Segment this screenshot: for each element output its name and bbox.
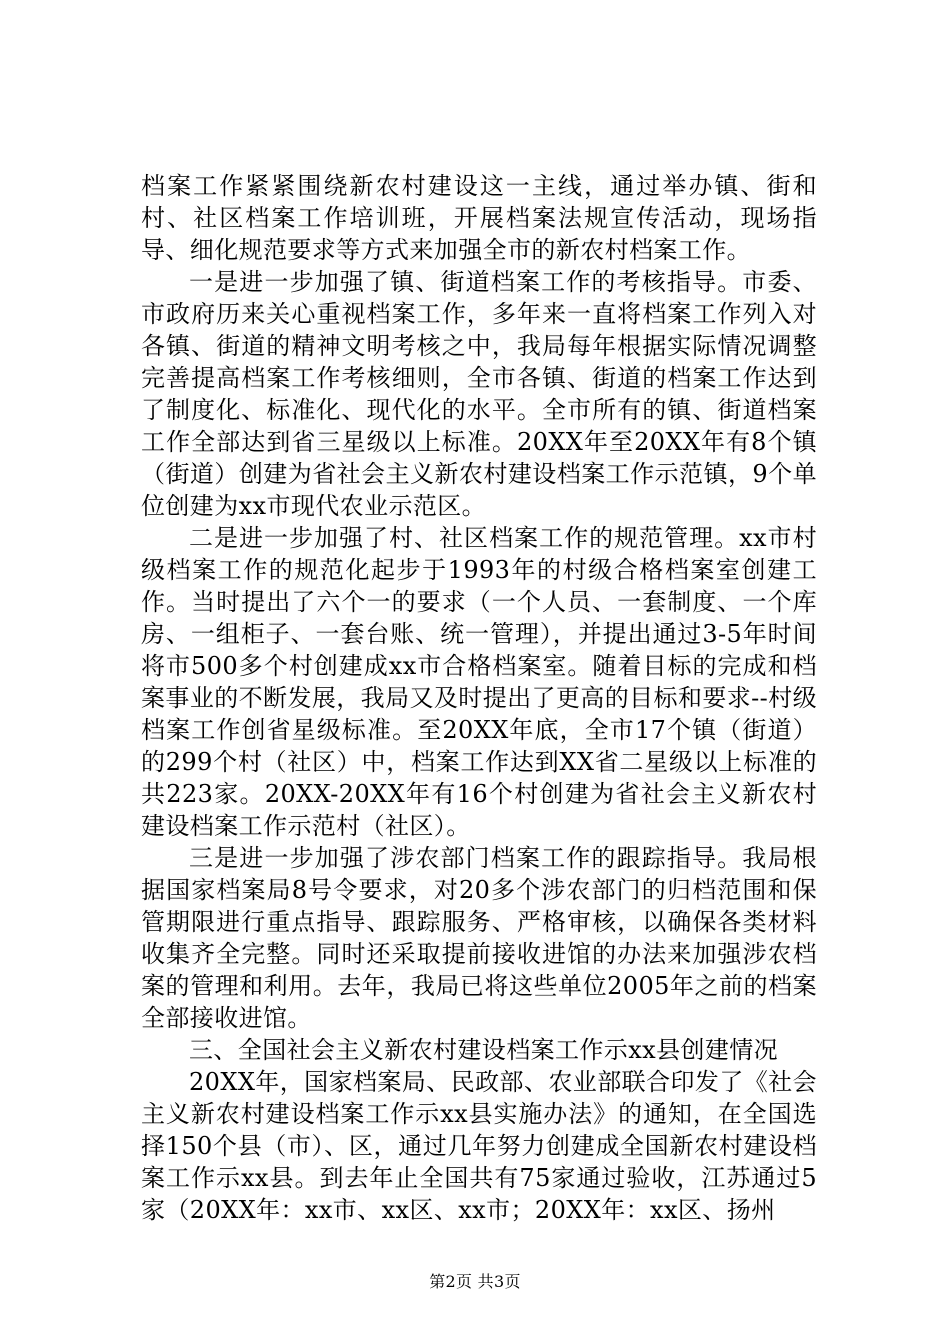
section-heading: 三、全国社会主义新农村建设档案工作示xx县创建情况 xyxy=(189,1036,779,1064)
document-body xyxy=(141,170,817,1226)
paragraph-2: 一是进一步加强了镇、街道档案工作的考核指导。市委、市政府历来关心重视档案工作，多年来一直将档案工作列入对各镇、街道的精神文明考核之中，我局每年根据实际情况调整完善提高档案工作考核细则，全市各镇、街道的档案工作达到了制度化、标准化、现代化的水平。全市所有的镇、街道档案工作全部达到省三星级以上标准。20XX年至20XX年有8个镇（街道）创建为省社会主义新农村建设档案工作示范镇，9个单位创建为xx市现代农业示范区。 xyxy=(141,268,817,520)
paragraph-3: 二是进一步加强了村、社区档案工作的规范管理。xx市村级档案工作的规范化起步于1993年的村级合格档案室创建工作。当时提出了六个一的要求（一个人员、一套制度、一个库房、一组柜子、一套台账、统一管理），并提出通过3-5年时间将市500多个村创建成xx市合格档案室。随着目标的完成和档案事业的不断发展，我局又及时提出了更高的目标和要求--村级档案工作创省星级标准。至20XX年底，全市17个镇（街道）的299个村（社区）中，档案工作达到XX省二星级以上标准的共223家。20XX-20XX年有16个村创建为省社会主义新农村建设档案工作示范村（社区）。 xyxy=(141,524,817,840)
page-footer: 第2页 共3页 xyxy=(429,1272,521,1291)
paragraph-4: 三是进一步加强了涉农部门档案工作的跟踪指导。我局根据国家档案局8号令要求，对20多个涉农部门的归档范围和保管期限进行重点指导、跟踪服务、严格审核，以确保各类材料收集齐全完整。同时还采取提前接收进馆的办法来加强涉农档案的管理和利用。去年，我局已将这些单位2005年之前的档案全部接收进馆。 xyxy=(141,844,817,1032)
paragraph-1: 档案工作紧紧围绕新农村建设这一主线，通过举办镇、街和村、社区档案工作培训班，开展档案法规宣传活动，现场指导、细化规范要求等方式来加强全市的新农村档案工作。 xyxy=(141,172,817,264)
paragraph-5: 20XX年，国家档案局、民政部、农业部联合印发了《社会主义新农村建设档案工作示xx县实施办法》的通知，在全国选择150个县（市）、区，通过几年努力创建成全国新农村建设档案工作示xx县。到去年止全国共有75家通过验收，江苏通过5家（20XX年：xx市、xx区、xx市；20XX年：xx区、扬州 xyxy=(141,1068,817,1224)
